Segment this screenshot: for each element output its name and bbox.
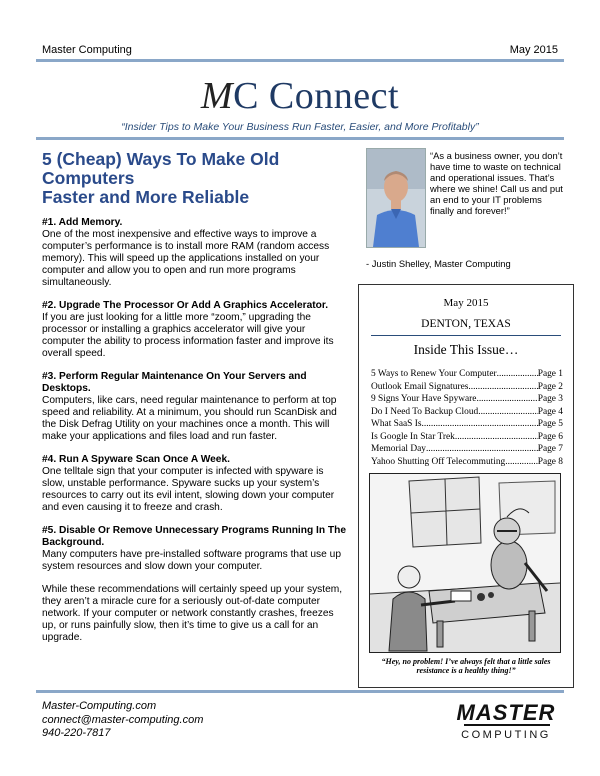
masthead-rest: C Connect xyxy=(233,75,400,117)
toc-item-page: Page 2 xyxy=(537,381,563,392)
toc-leader xyxy=(468,381,537,394)
tip-heading: #5. Disable Or Remove Unnecessary Programs Running In The Background. xyxy=(42,525,347,548)
toc-item-page: Page 1 xyxy=(537,369,563,379)
toc-item[interactable] xyxy=(371,443,563,456)
toc-item[interactable] xyxy=(371,431,563,444)
tip-heading: #4. Run A Spyware Scan Once A Week. xyxy=(42,454,230,465)
tip-heading: #1. Add Memory. xyxy=(42,217,123,228)
quote-text: “As a business owner, you don’t have time to waste on technical and operational issues. That’s where we shine! Call us and put an end to your IT problems finally and forever!” xyxy=(430,150,563,216)
toc-item[interactable] xyxy=(371,406,563,419)
toc-item[interactable] xyxy=(371,368,563,381)
toc-item[interactable] xyxy=(371,381,563,394)
footer-phone: 940-220-7817 xyxy=(42,727,111,739)
footer-rule xyxy=(36,690,564,693)
toc-item-title: What SaaS Is xyxy=(371,419,422,429)
toc-leader xyxy=(478,406,538,419)
company-logo xyxy=(454,698,558,742)
toc-item-title: Is Google In Star Trek xyxy=(371,431,455,442)
toc-item-page: Page 7 xyxy=(537,444,563,454)
masthead-title xyxy=(0,74,600,118)
toc-leader xyxy=(476,393,537,406)
tip-heading: #3. Perform Regular Maintenance On Your Servers and Desktops. xyxy=(42,371,307,394)
toc-item-title: Do I Need To Backup Cloud xyxy=(371,406,479,417)
header-company: Master Computing xyxy=(42,44,132,56)
toc-item-title: Outlook Email Signatures xyxy=(371,381,469,392)
toc-item-page: Page 4 xyxy=(537,406,563,417)
footer-contact xyxy=(42,700,203,741)
toc-item[interactable] xyxy=(371,393,563,406)
tip-body: Many computers have pre-installed software programs that use up system resources and slow down your computer. xyxy=(42,549,341,572)
toc-item[interactable] xyxy=(371,418,563,431)
footer-email[interactable]: connect@master-computing.com xyxy=(42,713,204,726)
quote-box xyxy=(366,146,566,256)
tip-body: One of the most inexpensive and effective ways to improve a computer’s performance is to install more RAM (random access memory). This will speed up the applications installed on your computer and allow you to open and run more programs simultaneously. xyxy=(42,229,330,288)
toc-item-page: Page 6 xyxy=(537,431,563,442)
sidebar-date: May 2015 xyxy=(443,297,489,309)
author-photo-image xyxy=(367,149,425,247)
cartoon-illustration xyxy=(369,473,561,653)
toc-leader xyxy=(422,418,538,431)
toc-item-title: 9 Signs Your Have Spyware xyxy=(371,394,477,404)
article-title-line3: Faster and More Reliable xyxy=(42,187,250,207)
masthead-rule xyxy=(36,137,564,140)
toc-leader xyxy=(505,456,537,469)
logo-word-master: MASTER xyxy=(456,700,556,725)
masthead-tagline: “Insider Tips to Make Your Business Run Faster, Easier, and More Profitably” xyxy=(121,121,479,133)
author-photo xyxy=(366,148,426,248)
toc-item-title: 5 Ways to Renew Your Computer xyxy=(371,369,497,379)
sidebar-rule xyxy=(371,335,561,336)
toc-leader xyxy=(497,368,538,381)
table-of-contents xyxy=(371,368,563,468)
toc-item-page: Page 5 xyxy=(537,419,563,429)
article-title-line1: 5 (Cheap) Ways To Make Old xyxy=(42,149,280,169)
sidebar-inside-title: Inside This Issue… xyxy=(413,342,519,357)
sidebar-box xyxy=(358,284,574,688)
sidebar-city: DENTON, TEXAS xyxy=(421,318,511,330)
toc-item-page: Page 3 xyxy=(537,394,563,404)
article-closing: While these recommendations will certainly speed up your system, they aren’t a miracle cure for a seriously out-of-date computer network. If your computer or network constantly crashes, freezes up, or runs painfully slow, then it’s time to give us a call for an upgrade. xyxy=(42,584,343,643)
main-article xyxy=(42,150,348,655)
article-title-line2: Computers xyxy=(42,168,135,188)
toc-item-title: Memorial Day xyxy=(371,444,426,454)
header-date: May 2015 xyxy=(509,44,558,56)
toc-item-page: Page 8 xyxy=(537,456,563,467)
toc-leader xyxy=(455,431,538,444)
toc-item-title: Yahoo Shutting Off Telecommuting xyxy=(371,456,506,467)
footer-website[interactable]: Master-Computing.com xyxy=(42,700,157,712)
quote-signature: - Justin Shelley, Master Computing xyxy=(366,258,511,269)
company-logo-image xyxy=(454,698,558,742)
tip-body: Computers, like cars, need regular maintenance to perform at top speed and reliability. At a minimum, you should run ScanDisk and the Disk Defrag Utility on your machines once a month. This will make your applications and files load and run faster. xyxy=(42,395,337,442)
tip-body: If you are just looking for a little more “zoom,” upgrading the processor or installing a graphics accelerator will give your computer the ability to process information faster and improve its overall speed. xyxy=(42,312,334,359)
header-rule xyxy=(36,59,564,62)
cartoon-caption: “Hey, no problem! I’ve always felt that a little sales resistance is a healthy thing!” xyxy=(381,657,551,675)
toc-item[interactable] xyxy=(371,456,563,469)
tip-body: One telltale sign that your computer is infected with spyware is slow, unstable performance. Spyware sucks up your system’s resources to carry out its evil intent, slowing down your computer and even causing it to freeze and crash. xyxy=(42,466,335,513)
article-title xyxy=(42,150,348,207)
logo-word-computing: COMPUTING xyxy=(461,729,551,741)
toc-leader xyxy=(426,443,538,456)
masthead-m: M xyxy=(200,75,234,117)
tip-heading: #2. Upgrade The Processor Or Add A Graphics Accelerator. xyxy=(42,300,329,311)
